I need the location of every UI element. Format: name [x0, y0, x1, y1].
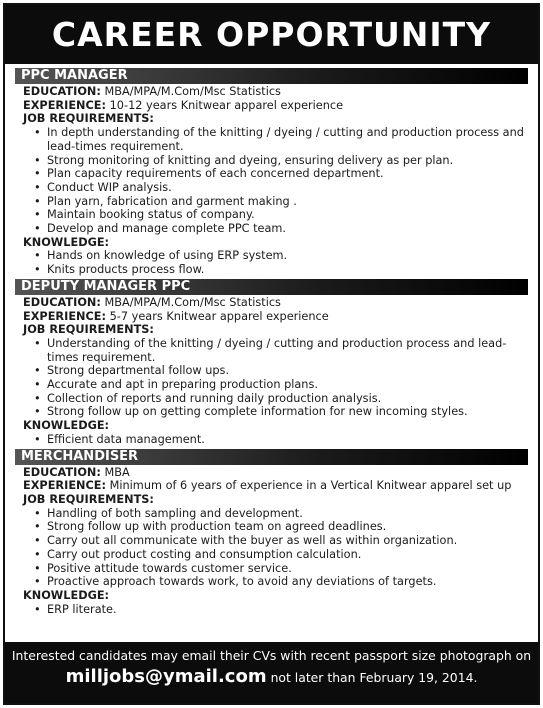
- job-section: [15, 68, 528, 277]
- footer-instructions: Interested candidates may email their CVs with recent passport size photograph on: [11, 648, 532, 663]
- requirement-item: [15, 392, 528, 406]
- bullet-icon: •: [34, 534, 41, 548]
- education-label: EDUCATION:: [23, 85, 101, 98]
- knowledge-item-list: [15, 433, 528, 447]
- experience-line: [15, 310, 528, 324]
- experience-value: 5-7 years Knitwear apparel experience: [109, 309, 329, 323]
- requirement-item: [15, 364, 528, 378]
- knowledge-heading: KNOWLEDGE:: [23, 419, 110, 433]
- education-value: MBA/MPA/M.Com/Msc Statistics: [104, 295, 281, 309]
- requirement-item: [15, 405, 528, 419]
- bullet-icon: •: [34, 194, 41, 208]
- knowledge-item: [15, 603, 528, 617]
- knowledge-item-list: [15, 249, 528, 276]
- bullet-icon: •: [34, 575, 41, 589]
- requirement-item: [15, 562, 528, 576]
- job-section: [15, 449, 528, 617]
- requirement-item-text: Understanding of the knitting / dyeing / cutting and production process and lead-times requirement.: [47, 336, 507, 364]
- page-title: CAREER OPPORTUNITY: [51, 15, 492, 54]
- requirement-item-text: Positive attitude towards customer service.: [47, 561, 292, 575]
- knowledge-item: [15, 263, 528, 277]
- requirement-item-list: [15, 126, 528, 236]
- bullet-icon: •: [34, 208, 41, 222]
- requirement-item: [15, 167, 528, 181]
- requirement-item: [15, 507, 528, 521]
- requirement-item: [15, 222, 528, 236]
- requirement-item-text: Carry out all communicate with the buyer as well as within organization.: [47, 534, 458, 548]
- knowledge-item: [15, 249, 528, 263]
- section-heading: DEPUTY MANAGER PPC: [15, 279, 528, 295]
- requirement-item-text: Develop and manage complete PPC team.: [47, 222, 287, 236]
- requirement-item-text: Strong monitoring of knitting and dyeing, ensuring delivery as per plan.: [47, 153, 454, 167]
- bullet-icon: •: [34, 180, 41, 194]
- experience-label: EXPERIENCE:: [23, 479, 107, 493]
- requirement-item: [15, 181, 528, 195]
- requirement-item-text: In depth understanding of the knitting / dyeing / cutting and production process and lead-times requirement.: [47, 126, 524, 153]
- requirement-item-text: Maintain booking status of company.: [47, 208, 255, 222]
- knowledge-heading: KNOWLEDGE:: [23, 588, 110, 602]
- requirement-item-text: Collection of reports and running daily production analysis.: [47, 391, 382, 405]
- job-section: [15, 279, 528, 447]
- bullet-icon: •: [34, 222, 41, 236]
- requirement-item-text: Strong departmental follow ups.: [47, 364, 230, 378]
- bullet-icon: •: [34, 364, 41, 378]
- bullet-icon: •: [34, 391, 41, 405]
- deadline-text: not later than February 19, 2014.: [270, 670, 478, 685]
- bullet-icon: •: [34, 336, 41, 350]
- requirement-item-text: Plan yarn, fabrication and garment making .: [47, 194, 297, 208]
- bullet-icon: •: [34, 520, 41, 534]
- requirement-item-list: [15, 507, 528, 589]
- knowledge-item-list: [15, 603, 528, 617]
- education-line: [15, 466, 528, 480]
- content-area: [5, 64, 538, 616]
- bullet-icon: •: [34, 506, 41, 520]
- requirement-item: [15, 154, 528, 168]
- footer-banner: [5, 642, 538, 703]
- requirement-item: [15, 126, 528, 153]
- requirement-item-text: Proactive approach towards work, to avoid any deviations of targets.: [47, 575, 437, 589]
- bullet-icon: •: [34, 126, 41, 140]
- requirement-item-text: Accurate and apt in preparing production plans.: [47, 378, 318, 392]
- education-label: EDUCATION:: [23, 295, 101, 309]
- experience-line: [15, 479, 528, 493]
- requirement-item: [15, 378, 528, 392]
- education-line: [15, 85, 528, 99]
- knowledge-item-text: Efficient data management.: [47, 432, 205, 446]
- bullet-icon: •: [34, 378, 41, 392]
- requirement-item-text: Carry out product costing and consumption calculation.: [47, 547, 362, 561]
- requirement-item-text: Strong follow up with production team on agreed deadlines.: [47, 520, 387, 534]
- requirement-item-text: Conduct WIP analysis.: [47, 180, 172, 194]
- bullet-icon: •: [34, 405, 41, 419]
- section-heading: MERCHANDISER: [15, 449, 528, 465]
- education-value: MBA: [104, 465, 130, 479]
- experience-label: EXPERIENCE:: [23, 98, 107, 112]
- requirement-item-text: Strong follow up on getting complete information for new incoming styles.: [47, 405, 468, 419]
- footer-contact: [5, 665, 538, 690]
- requirement-item: [15, 534, 528, 548]
- education-label: EDUCATION:: [23, 465, 101, 479]
- experience-value: Minimum of 6 years of experience in a Vertical Knitwear apparel set up: [109, 479, 512, 493]
- bullet-icon: •: [34, 602, 41, 616]
- experience-line: [15, 99, 528, 113]
- requirement-item: [15, 195, 528, 209]
- requirement-item: [15, 548, 528, 562]
- knowledge-item-text: Knits products process flow.: [47, 263, 205, 277]
- title-banner: [5, 5, 538, 64]
- knowledge-heading: KNOWLEDGE:: [23, 235, 110, 249]
- experience-value: 10-12 years Knitwear apparel experience: [109, 98, 344, 112]
- bullet-icon: •: [34, 167, 41, 181]
- requirement-item: [15, 575, 528, 589]
- education-value: MBA/MPA/M.Com/Msc Statistics: [104, 85, 281, 98]
- requirement-item-list: [15, 337, 528, 419]
- education-line: [15, 296, 528, 310]
- requirement-item: [15, 208, 528, 222]
- knowledge-item-text: Hands on knowledge of using ERP system.: [47, 249, 288, 263]
- job-requirements-heading: JOB REQUIREMENTS:: [23, 323, 154, 337]
- requirement-item: [15, 520, 528, 534]
- bullet-icon: •: [34, 249, 41, 263]
- knowledge-item: [15, 433, 528, 447]
- section-heading: PPC MANAGER: [15, 68, 528, 84]
- job-requirements-heading: JOB REQUIREMENTS:: [23, 112, 154, 126]
- knowledge-item-text: ERP literate.: [47, 602, 117, 616]
- email-link[interactable]: milljobs@ymail.com: [65, 666, 267, 687]
- requirement-item-text: Handling of both sampling and development.: [47, 506, 303, 520]
- bullet-icon: •: [34, 153, 41, 167]
- bullet-icon: •: [34, 263, 41, 277]
- ad-frame: [3, 3, 540, 705]
- bullet-icon: •: [34, 432, 41, 446]
- requirement-item: [15, 337, 528, 364]
- bullet-icon: •: [34, 561, 41, 575]
- experience-label: EXPERIENCE:: [23, 309, 107, 323]
- bullet-icon: •: [34, 547, 41, 561]
- job-requirements-heading: JOB REQUIREMENTS:: [23, 492, 154, 506]
- requirement-item-text: Plan capacity requirements of each concerned department.: [47, 167, 384, 181]
